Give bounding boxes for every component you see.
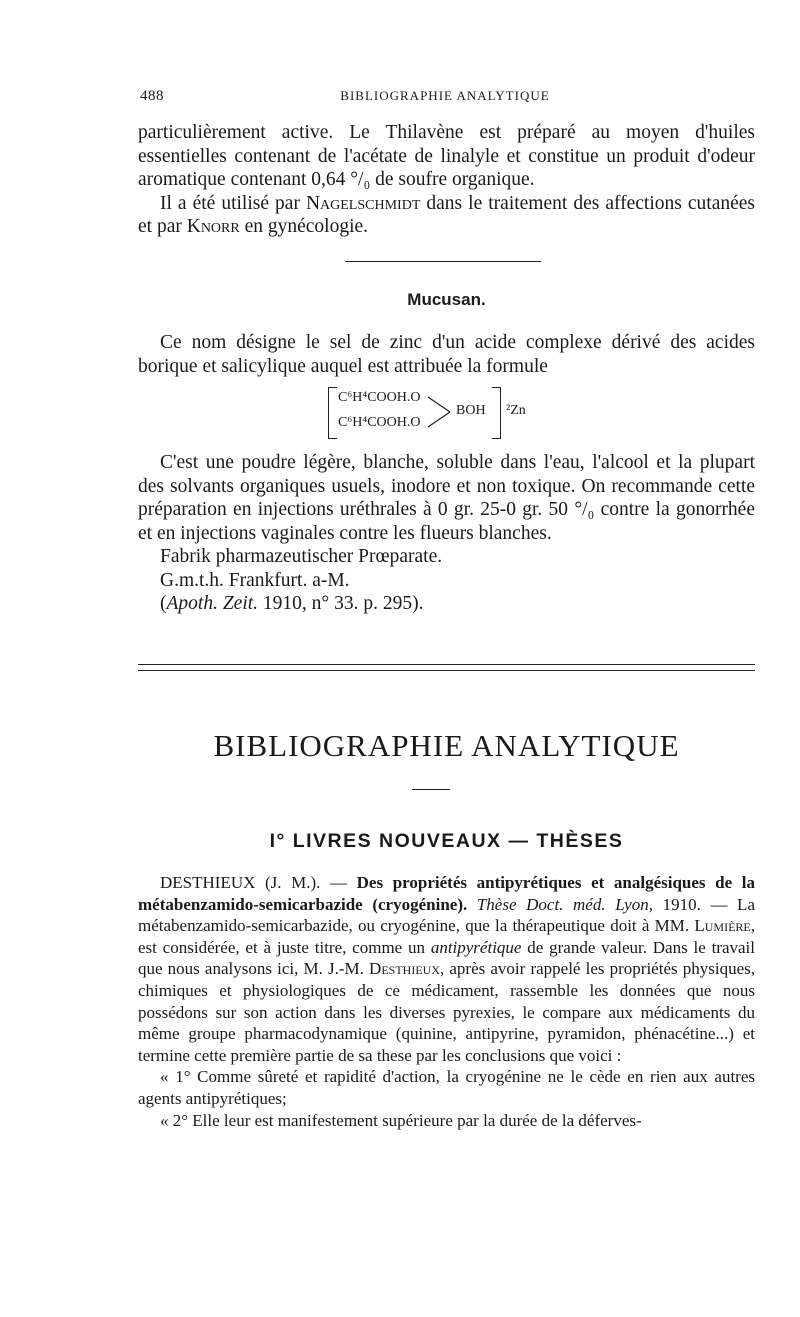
- formula-bracket-left: [328, 387, 337, 439]
- conclusion-2: « 2° Elle leur est manifestement supérieure par la durée de la déferves-: [160, 1110, 642, 1130]
- mucusan-intro: [138, 331, 755, 378]
- text-span: 1910, n° 33. p. 295).: [258, 593, 424, 614]
- thilavene-paragraph: particulièrement active. Le Thilavène est préparé au moyen d'huiles essentielles contenant de l'acétate de linalyle et constitue un produit d'odeur aromatique contenant 0,64 °/₀ de soufre organique.: [138, 122, 755, 190]
- formula-line-2: C⁶H⁴COOH.O: [338, 415, 421, 430]
- page-header: [140, 88, 750, 110]
- text-span: de grande valeur. Dans le travail que nous analysons ici, M. J.-M.: [138, 937, 755, 979]
- text-span: en gynécologie.: [239, 216, 369, 237]
- text-span: Il a été utilisé par: [160, 192, 306, 214]
- mucusan-intro-text: Ce nom désigne le sel de zinc d'un acide complexe dérivé des acides borique et salicylique auquel est attribuée la formule: [138, 332, 755, 377]
- formula-converging-lines-icon: [426, 395, 452, 429]
- text-span: , après avoir rappelé les propriétés physiques, chimiques et physiologiques de ce médicament, rassemble les données que nous possédons sur son action dans les diverses pyrexies, le compare aux médicaments du même groupe pharmacodynamique (quinine, antipyrine, pyramidon, phénacétine...) et termine cette première partie de sa these par les conclusions que voici :: [138, 959, 755, 1065]
- bibliography-title: BIBLIOGRAPHIE ANALYTIQUE: [213, 728, 680, 763]
- text-span: 1910. — La métabenzamido-semicarbazide, ou cryogénine, que la thérapeutique doit à MM.: [138, 894, 755, 936]
- page-number: 488: [140, 88, 164, 104]
- section-divider: [345, 261, 541, 262]
- text-span: , est considérée, et à juste titre, comme un: [138, 916, 755, 957]
- name-lumiere: Lumière: [694, 916, 751, 936]
- author-nagelschmidt: Nagelschmidt: [305, 192, 421, 214]
- mucusan-title: Mucusan.: [407, 290, 486, 309]
- mucusan-maker-1: Fabrik pharmazeutischer Prœparate.: [160, 546, 443, 567]
- formula-bracket-right: [492, 387, 501, 439]
- thilavene-usage-paragraph: [138, 192, 755, 239]
- entry-paragraph: [138, 872, 755, 1066]
- name-desthieux: Desthieux: [369, 959, 440, 979]
- mucusan-source: [138, 592, 755, 616]
- double-rule-top: [138, 664, 755, 665]
- journal-name: Apoth. Zeit.: [166, 593, 259, 614]
- entry-source: Thèse Doct. méd. Lyon,: [467, 894, 653, 914]
- entry-title: Des propriétés antipyrétiques et analgésiques de la métabenzamido-semicarbazide (cryogénine).: [138, 873, 755, 914]
- running-title: BIBLIOGRAPHIE ANALYTIQUE: [340, 88, 550, 103]
- thilavene-section: [138, 121, 755, 239]
- chemical-formula: [328, 387, 568, 443]
- double-rule-bottom: [138, 670, 755, 671]
- formula-boh: BOH: [456, 403, 486, 418]
- text-span: (: [160, 593, 167, 614]
- formula-zinc: ²Zn: [506, 403, 526, 418]
- formula-line-1: C⁶H⁴COOH.O: [338, 390, 421, 405]
- entry-author: DESTHIEUX (J. M.). —: [160, 873, 357, 892]
- mucusan-description: C'est une poudre légère, blanche, soluble dans l'eau, l'alcool et la plupart des solvants organiques usuels, inodore et non toxique. On recommande cette préparation en injections uréthrales à 0 gr. 25-0 gr. 50 °/₀ contre la gonorrhée et en injections vaginales contre les flueurs blanches.: [138, 452, 755, 544]
- title-underline: [412, 789, 450, 790]
- section-heading: I° LIVRES NOUVEAUX — THÈSES: [269, 830, 624, 852]
- emphasis-antipyretique: antipyrétique: [430, 937, 522, 957]
- mucusan-maker-2: G.m.t.h. Frankfurt. a-M.: [160, 569, 350, 591]
- author-knorr: Knorr: [186, 216, 240, 237]
- text-span: dans le traitement des affections cutanées et par: [138, 192, 755, 237]
- bibliography-entry: [138, 872, 755, 1131]
- mucusan-body: [138, 451, 755, 616]
- conclusion-1: « 1° Comme sûreté et rapidité d'action, la cryogénine ne le cède en rien aux autres agents antipyrétiques;: [138, 1067, 755, 1108]
